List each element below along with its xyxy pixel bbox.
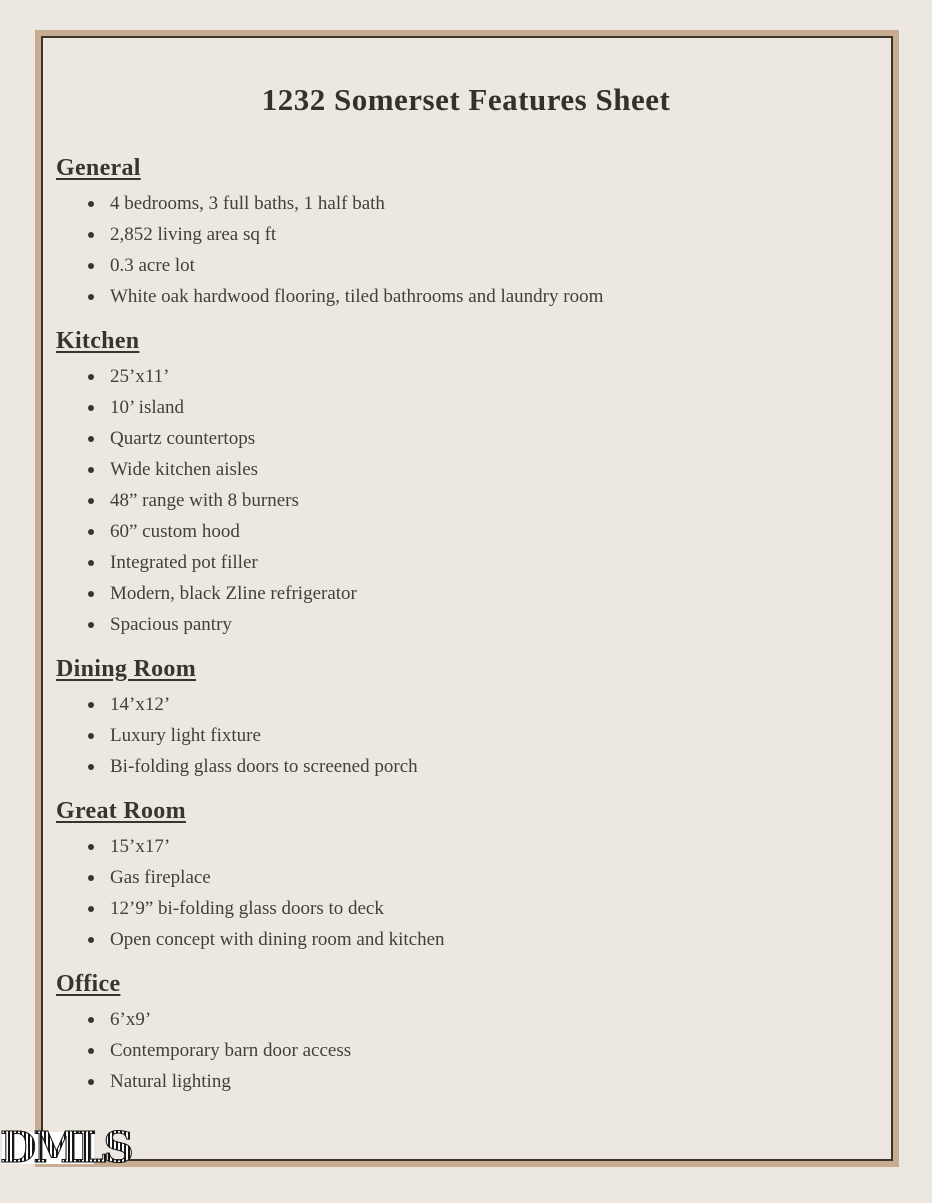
sections — [56, 154, 856, 1112]
section-heading: Dining Room — [56, 656, 196, 682]
feature-text: Gas fireplace — [110, 867, 211, 888]
feature-section — [56, 154, 856, 307]
section-list — [56, 1010, 856, 1092]
section-heading: Great Room — [56, 798, 186, 824]
feature-text: 15’x17’ — [110, 836, 171, 857]
feature-item — [56, 429, 856, 449]
feature-item — [56, 757, 856, 777]
mls-watermark-logo: DMLS — [0, 1123, 131, 1172]
feature-text: White oak hardwood flooring, tiled bathrooms and laundry room — [110, 286, 604, 307]
feature-item — [56, 256, 856, 276]
bullet-icon — [88, 405, 94, 411]
page-title: 1232 Somerset Features Sheet — [261, 82, 671, 117]
section-heading: General — [56, 155, 141, 181]
bullet-icon — [88, 906, 94, 912]
feature-text: 12’9” bi-folding glass doors to deck — [110, 898, 384, 919]
feature-text: Luxury light fixture — [110, 725, 261, 746]
bullet-icon — [88, 1017, 94, 1023]
feature-item — [56, 726, 856, 746]
section-list — [56, 837, 856, 950]
feature-item — [56, 695, 856, 715]
feature-item — [56, 615, 856, 635]
feature-text: Spacious pantry — [110, 614, 232, 635]
feature-item — [56, 1072, 856, 1092]
feature-section — [56, 797, 856, 950]
feature-item — [56, 194, 856, 214]
bullet-icon — [88, 937, 94, 943]
feature-item — [56, 1041, 856, 1061]
bullet-icon — [88, 1048, 94, 1054]
bullet-icon — [88, 622, 94, 628]
feature-section — [56, 327, 856, 635]
bullet-icon — [88, 1079, 94, 1085]
feature-item — [56, 460, 856, 480]
feature-section — [56, 970, 856, 1092]
feature-item — [56, 868, 856, 888]
feature-text: Natural lighting — [110, 1071, 231, 1092]
feature-item — [56, 491, 856, 511]
section-list — [56, 194, 856, 307]
feature-item — [56, 287, 856, 307]
feature-text: Contemporary barn door access — [110, 1040, 352, 1061]
feature-text: 2,852 living area sq ft — [110, 224, 277, 245]
feature-text: 6’x9’ — [110, 1009, 152, 1030]
feature-item — [56, 522, 856, 542]
feature-text: 0.3 acre lot — [110, 255, 195, 276]
feature-text: Open concept with dining room and kitchen — [110, 929, 445, 950]
section-heading: Office — [56, 971, 121, 997]
feature-text: Wide kitchen aisles — [110, 459, 259, 480]
bullet-icon — [88, 263, 94, 269]
bullet-icon — [88, 294, 94, 300]
bullet-icon — [88, 498, 94, 504]
bullet-icon — [88, 875, 94, 881]
feature-item — [56, 1010, 856, 1030]
feature-text: 14’x12’ — [110, 694, 171, 715]
feature-item — [56, 225, 856, 245]
bullet-icon — [88, 467, 94, 473]
feature-item — [56, 899, 856, 919]
bullet-icon — [88, 374, 94, 380]
feature-text: 25’x11’ — [110, 366, 170, 387]
bullet-icon — [88, 844, 94, 850]
bullet-icon — [88, 764, 94, 770]
bullet-icon — [88, 529, 94, 535]
bullet-icon — [88, 702, 94, 708]
bullet-icon — [88, 560, 94, 566]
section-heading: Kitchen — [56, 328, 140, 354]
bullet-icon — [88, 733, 94, 739]
bullet-icon — [88, 232, 94, 238]
feature-item — [56, 584, 856, 604]
bullet-icon — [88, 436, 94, 442]
bullet-icon — [88, 201, 94, 207]
section-list — [56, 367, 856, 635]
feature-item — [56, 553, 856, 573]
feature-item — [56, 367, 856, 387]
feature-item — [56, 930, 856, 950]
feature-text: 60” custom hood — [110, 521, 240, 542]
feature-section — [56, 655, 856, 777]
feature-text: Modern, black Zline refrigerator — [110, 583, 357, 604]
feature-text: 4 bedrooms, 3 full baths, 1 half bath — [110, 193, 385, 214]
feature-text: Bi-folding glass doors to screened porch — [110, 756, 418, 777]
feature-item — [56, 837, 856, 857]
feature-item — [56, 398, 856, 418]
bullet-icon — [88, 591, 94, 597]
mls-watermark — [0, 1123, 131, 1172]
section-list — [56, 695, 856, 777]
feature-text: 10’ island — [110, 397, 185, 418]
feature-text: Quartz countertops — [110, 428, 256, 449]
feature-text: Integrated pot filler — [110, 552, 258, 573]
feature-text: 48” range with 8 burners — [110, 490, 299, 511]
